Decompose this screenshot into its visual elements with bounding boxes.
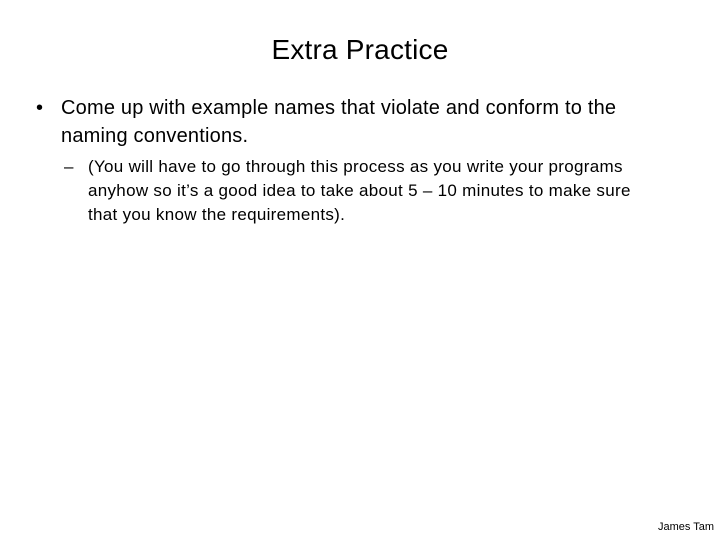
slide-title: Extra Practice bbox=[271, 34, 449, 65]
sub-bullet-text: (You will have to go through this process as you write your programs anyhow so it’s a good idea to take about 5 – 10 minutes to make sure that you know the requirements). bbox=[88, 157, 631, 224]
bullet-text: Come up with example names that violate and conform to the naming conventions. bbox=[61, 97, 617, 147]
bullet-marker: • bbox=[36, 97, 44, 119]
sub-bullet-marker: – bbox=[64, 157, 74, 176]
bullet-item bbox=[36, 94, 686, 150]
sub-bullet-item bbox=[64, 155, 663, 227]
footer-author: James Tam bbox=[657, 521, 714, 533]
slide-content bbox=[36, 94, 686, 227]
